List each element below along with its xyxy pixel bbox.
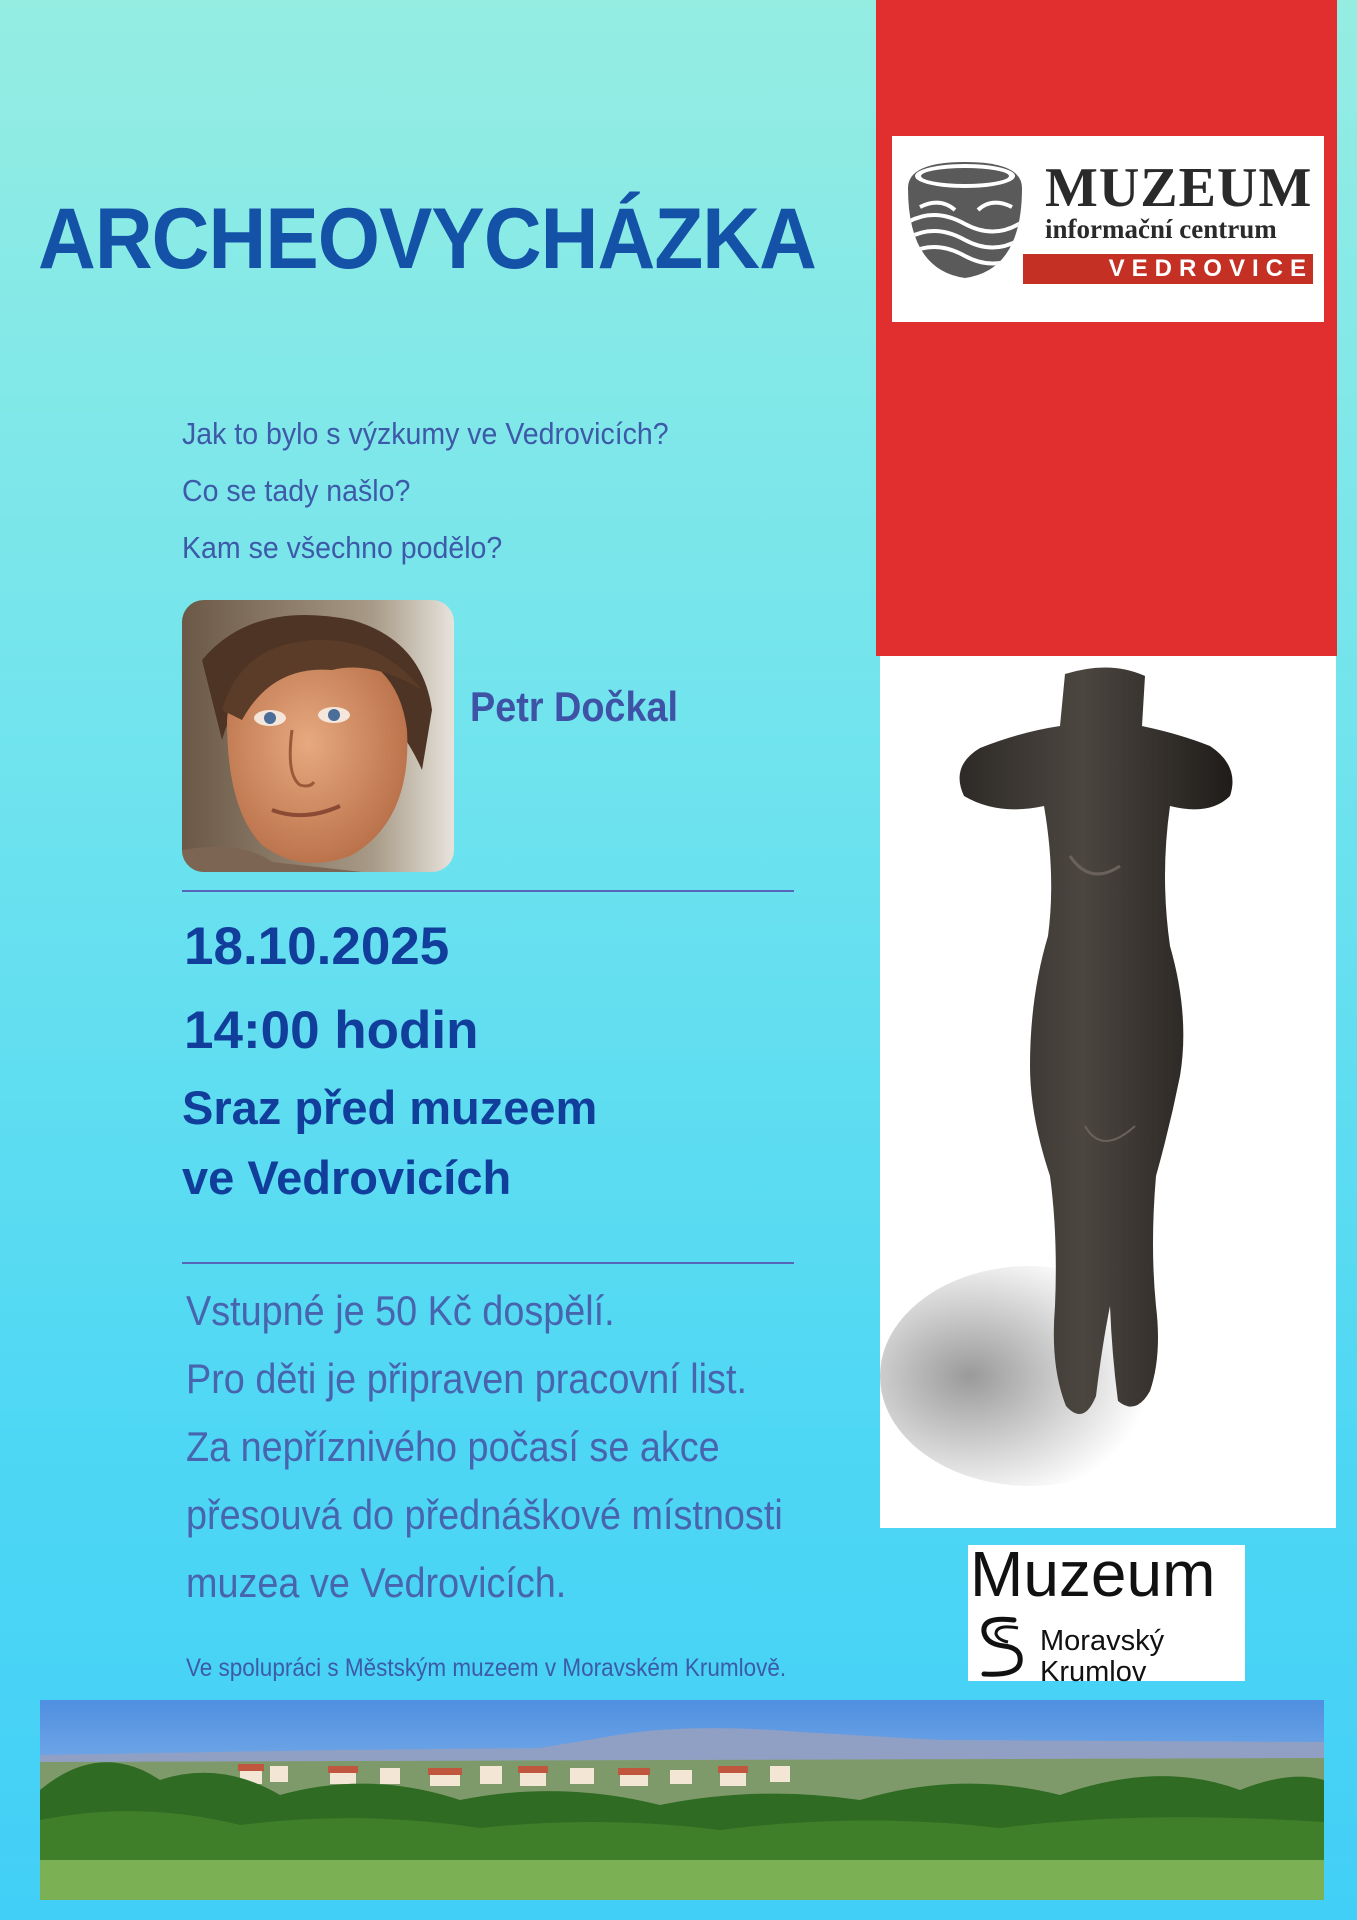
info-line: Pro děti je připraven pracovní list.: [186, 1355, 747, 1402]
landscape-photo: [40, 1700, 1324, 1900]
museum-logo-place: VEDROVICE: [1108, 255, 1313, 282]
info-line: Vstupné je 50 Kč dospělí.: [186, 1287, 615, 1334]
decorated-pot-icon: [900, 152, 1030, 292]
venus-figurine-image: [880, 656, 1336, 1528]
question-line: Kam se všechno podělo?: [182, 530, 503, 565]
meeting-point-line2: ve Vedrovicích: [182, 1151, 512, 1204]
question-line: Jak to bylo s výzkumy ve Vedrovicích?: [182, 416, 669, 451]
speaker-photo: [182, 600, 454, 872]
krumlov-logo-name: Muzeum: [970, 1538, 1216, 1610]
museum-logo-name: MUZEUM: [1045, 157, 1313, 219]
museum-logo-subtitle: informační centrum: [1045, 214, 1277, 244]
divider: [182, 1262, 794, 1264]
event-info: [186, 1277, 886, 1617]
krumlov-logo-line1: Moravský: [1040, 1625, 1165, 1657]
divider: [182, 890, 794, 892]
speaker-name: Petr Dočkal: [470, 683, 678, 730]
krumlov-logo-line2: Krumlov: [1040, 1656, 1147, 1688]
event-date: 18.10.2025: [184, 917, 450, 976]
info-line: přesouvá do přednáškové místnosti: [186, 1491, 783, 1538]
info-line: muzea ve Vedrovicích.: [186, 1559, 567, 1606]
question-line: Co se tady našlo?: [182, 473, 411, 508]
cooperation-note: Ve spolupráci s Městským muzeem v Moravském Krumlově.: [186, 1654, 787, 1682]
red-panel: [876, 0, 1337, 656]
meeting-point-line1: Sraz před muzeem: [182, 1081, 598, 1134]
event-time: 14:00 hodin: [184, 1001, 479, 1060]
poster-title: ARCHEOVYCHÁZKA: [38, 191, 816, 287]
info-line: Za nepříznivého počasí se akce: [186, 1423, 720, 1470]
intro-questions: [182, 405, 802, 576]
river-s-icon: [974, 1614, 1030, 1682]
